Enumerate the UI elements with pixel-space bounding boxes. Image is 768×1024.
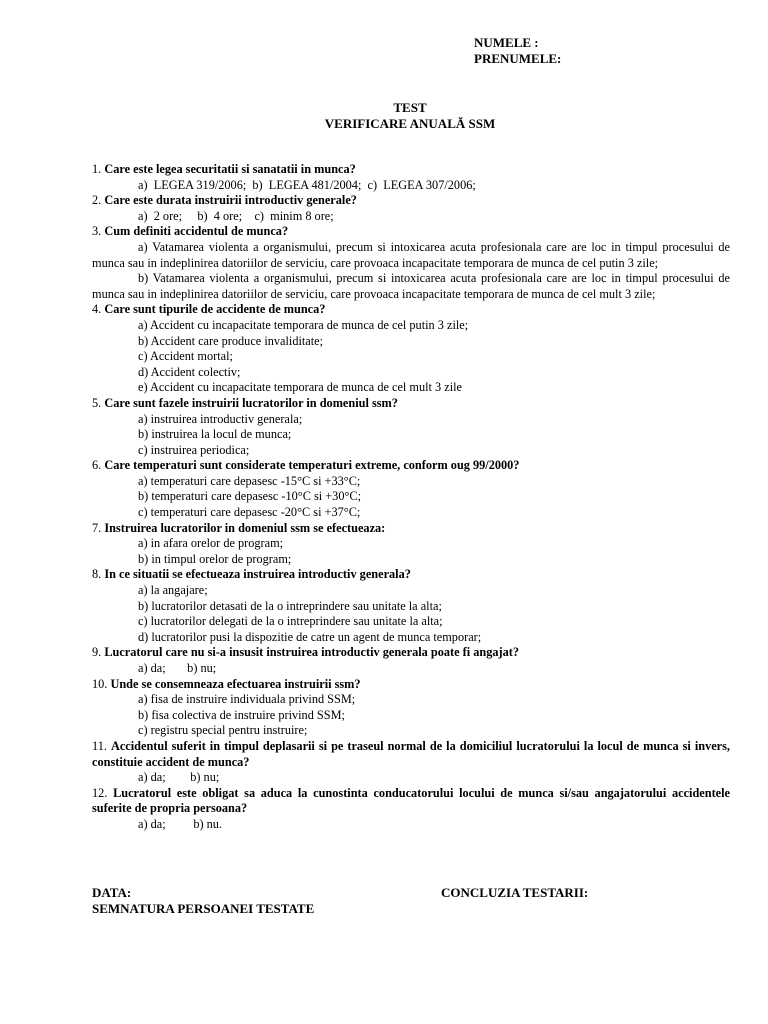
question-text: Unde se consemneaza efectuarea instruirii ssm?	[110, 676, 361, 691]
question-number: 8.	[92, 567, 102, 582]
question-4	[92, 302, 730, 318]
answer-option: a) temperaturi care depasesc -15°C si +33°C;	[138, 473, 361, 488]
question-text: Cum definiti accidentul de munca?	[104, 224, 289, 239]
question-text: In ce situatii se efectueaza instruirea introductiv generala?	[104, 567, 411, 582]
answer-option: c) instruirea periodica;	[138, 442, 250, 457]
name-block	[474, 35, 561, 67]
answer-options: a) LEGEA 319/2006; b) LEGEA 481/2004; c) LEGEA 307/2006;	[138, 177, 476, 192]
question-3	[92, 224, 730, 240]
question-number: 11.	[92, 738, 107, 753]
answer-paragraph: b) Vatamarea violenta a organismului, precum si intoxicarea acuta profesionala care are loc in timpul procesului de munca sau in indeplinirea datoriilor de serviciu, care provoaca incapacitate temporara de munca de cel mult 3 zile;	[92, 271, 730, 301]
answer-options: a) 2 ore; b) 4 ore; c) minim 8 ore;	[138, 208, 334, 223]
answer-options: a) da; b) nu;	[138, 661, 217, 675]
question-number: 1.	[92, 162, 102, 176]
answer-option: e) Accident cu incapacitate temporara de munca de cel mult 3 zile	[138, 380, 462, 395]
answer-options: a) da; b) nu.	[138, 816, 223, 831]
question-12	[92, 786, 730, 817]
answer-option: b) fisa colectiva de instruire privind SSM;	[138, 707, 345, 722]
question-text: Accidentul suferit in timpul deplasarii si pe traseul normal de la domiciliul lucratorului la locul de munca si invers, constituie accident de munca?	[92, 738, 731, 769]
answer-option: a) fisa de instruire individuala privind SSM;	[138, 692, 356, 707]
question-text: Care este legea securitatii si sanatatii in munca?	[104, 162, 356, 176]
question-text: Care sunt fazele instruirii lucratorilor in domeniul ssm?	[104, 395, 398, 410]
document-title	[0, 100, 768, 132]
answer-option: a) Accident cu incapacitate temporara de munca de cel putin 3 zile;	[138, 317, 469, 332]
question-10	[92, 677, 730, 693]
title-test: TEST	[393, 100, 427, 115]
question-text: Care temperaturi sunt considerate temperaturi extreme, conform oug 99/2000?	[104, 458, 520, 473]
title-subtitle: VERIFICARE ANUALĂ SSM	[324, 116, 496, 131]
answer-option: a) instruirea introductiv generala;	[138, 411, 303, 426]
question-number: 12.	[92, 785, 108, 800]
question-number: 10.	[92, 676, 108, 691]
question-8	[92, 567, 730, 583]
question-text: Instruirea lucratorilor in domeniul ssm se efectueaza:	[104, 520, 386, 535]
question-number: 3.	[92, 224, 102, 239]
question-number: 6.	[92, 458, 102, 473]
question-5	[92, 396, 730, 412]
question-number: 4.	[92, 302, 102, 317]
answer-option: b) lucratorilor detasati de la o intreprindere sau unitate la alta;	[138, 598, 442, 613]
answer-option: b) in timpul orelor de program;	[138, 551, 292, 566]
question-list	[92, 162, 730, 833]
answer-option: a) la angajare;	[138, 583, 208, 598]
question-1	[92, 162, 730, 178]
answer-option: c) temperaturi care depasesc -20°C si +37°C;	[138, 505, 361, 520]
date-label: DATA:	[92, 885, 132, 900]
answer-option: d) Accident colectiv;	[138, 364, 241, 379]
question-9	[92, 645, 730, 661]
question-number: 5.	[92, 395, 102, 410]
answer-option: b) instruirea la locul de munca;	[138, 427, 292, 442]
question-text: Care sunt tipurile de accidente de munca?	[104, 302, 326, 317]
question-text: Lucratorul care nu si-a insusit instruirea introductiv generala poate fi angajat?	[104, 645, 519, 660]
question-number: 7.	[92, 520, 102, 535]
surname-label: PRENUMELE:	[474, 51, 562, 66]
answer-option: d) lucratorilor pusi la dispozitie de catre un agent de munca temporar;	[138, 629, 482, 644]
name-label: NUMELE :	[474, 35, 539, 50]
question-11	[92, 739, 730, 770]
question-6	[92, 458, 730, 474]
question-7	[92, 521, 730, 537]
question-number: 2.	[92, 193, 102, 208]
footer-left	[92, 885, 314, 917]
question-text: Lucratorul este obligat sa aduca la cunostinta conducatorului locului de munca si/sau angajatorului accidentele suferite de propria persoana?	[92, 785, 731, 816]
answer-paragraph: a) Vatamarea violenta a organismului, precum si intoxicarea acuta profesionala care are loc in timpul procesului de munca sau in indeplinirea datoriilor de serviciu, care provoaca incapacitate temporara de munca de cel putin 3 zile;	[92, 239, 730, 270]
conclusion-label: CONCLUZIA TESTARII:	[441, 885, 589, 900]
question-number: 9.	[92, 645, 102, 660]
answer-options: a) da; b) nu;	[138, 770, 220, 785]
answer-option: c) registru special pentru instruire;	[138, 723, 308, 738]
question-text: Care este durata instruirii introductiv generale?	[104, 193, 357, 208]
question-2	[92, 193, 730, 209]
answer-option: b) Accident care produce invaliditate;	[138, 333, 324, 348]
answer-option: a) in afara orelor de program;	[138, 536, 284, 551]
answer-option: b) temperaturi care depasesc -10°C si +30°C;	[138, 489, 362, 504]
answer-option: c) lucratorilor delegati de la o intreprindere sau unitate la alta;	[138, 614, 443, 629]
answer-option: c) Accident mortal;	[138, 349, 233, 364]
signature-label: SEMNATURA PERSOANEI TESTATE	[92, 901, 315, 916]
